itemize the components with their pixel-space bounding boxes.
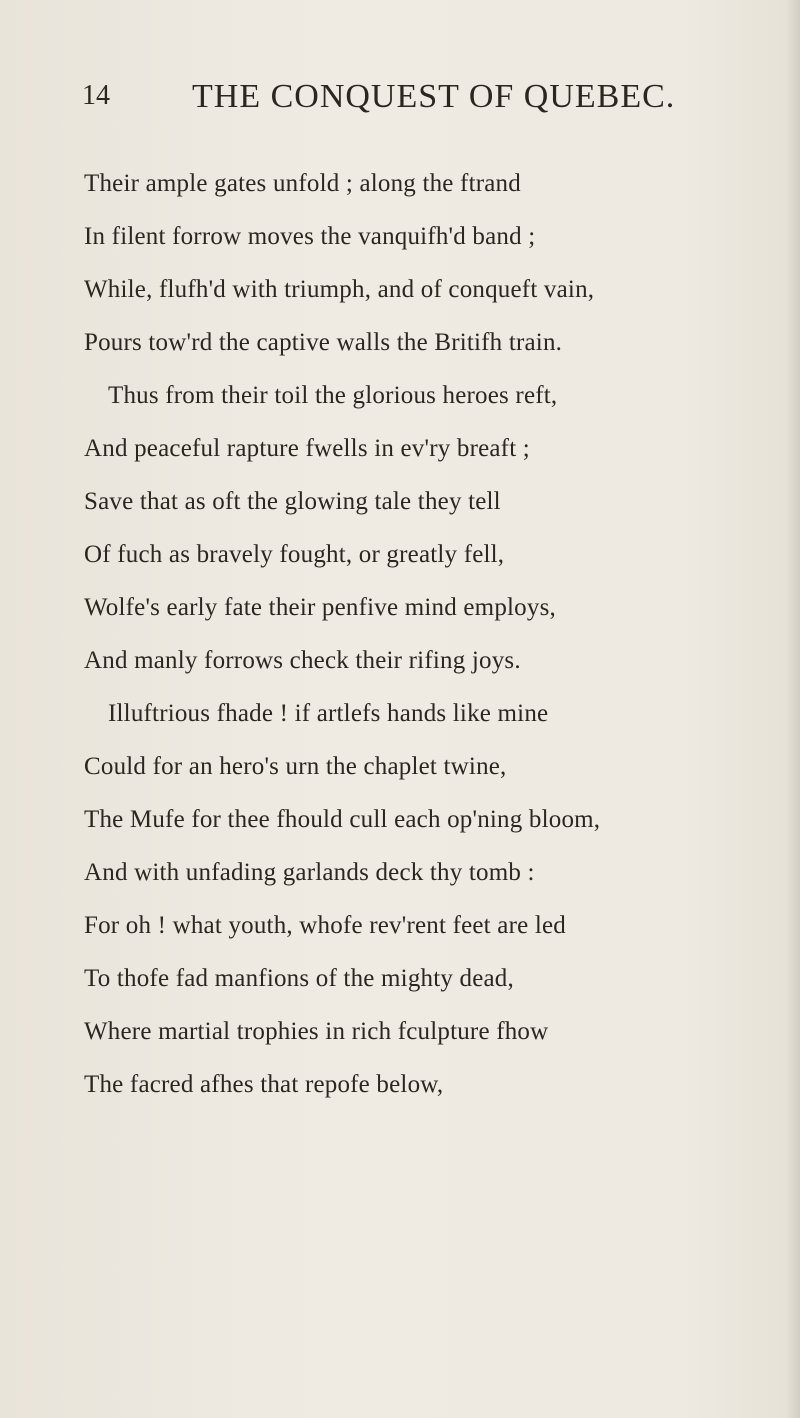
running-title: THE CONQUEST OF QUEBEC. [192, 78, 676, 115]
poem-line: Pours tow'rd the captive walls the Britifh train. [84, 329, 563, 356]
poem-line: For oh ! what youth, whofe rev'rent feet are led [84, 912, 566, 939]
page-edge-shadow [786, 0, 800, 1418]
poem-line: And manly forrows check their rifing joys. [84, 647, 521, 674]
poem-line: While, flufh'd with triumph, and of conqueft vain, [84, 276, 595, 303]
poem-line: The Mufe for thee fhould cull each op'ning bloom, [84, 806, 601, 833]
poem-line: Save that as oft the glowing tale they tell [84, 488, 501, 515]
poem-line: And peaceful rapture fwells in ev'ry breaft ; [84, 435, 530, 462]
poem-line: Could for an hero's urn the chaplet twine, [84, 753, 507, 780]
poem-line: The facred afhes that repofe below, [84, 1071, 444, 1098]
poem-line: To thofe fad manfions of the mighty dead, [84, 965, 514, 992]
poem-line: Where martial trophies in rich fculpture fhow [84, 1018, 549, 1045]
poem-line: Illuftrious fhade ! if artlefs hands like mine [108, 700, 549, 727]
poem-line: And with unfading garlands deck thy tomb : [84, 859, 535, 886]
page-number: 14 [82, 80, 110, 111]
poem-line: Their ample gates unfold ; along the ftrand [84, 170, 521, 197]
poem-line: Wolfe's early fate their penfive mind employs, [84, 594, 556, 621]
page-header [0, 78, 800, 122]
poem-line: Of fuch as bravely fought, or greatly fell, [84, 541, 505, 568]
poem-line: In filent forrow moves the vanquifh'd band ; [84, 223, 536, 250]
poem-line: Thus from their toil the glorious heroes reft, [108, 382, 558, 409]
